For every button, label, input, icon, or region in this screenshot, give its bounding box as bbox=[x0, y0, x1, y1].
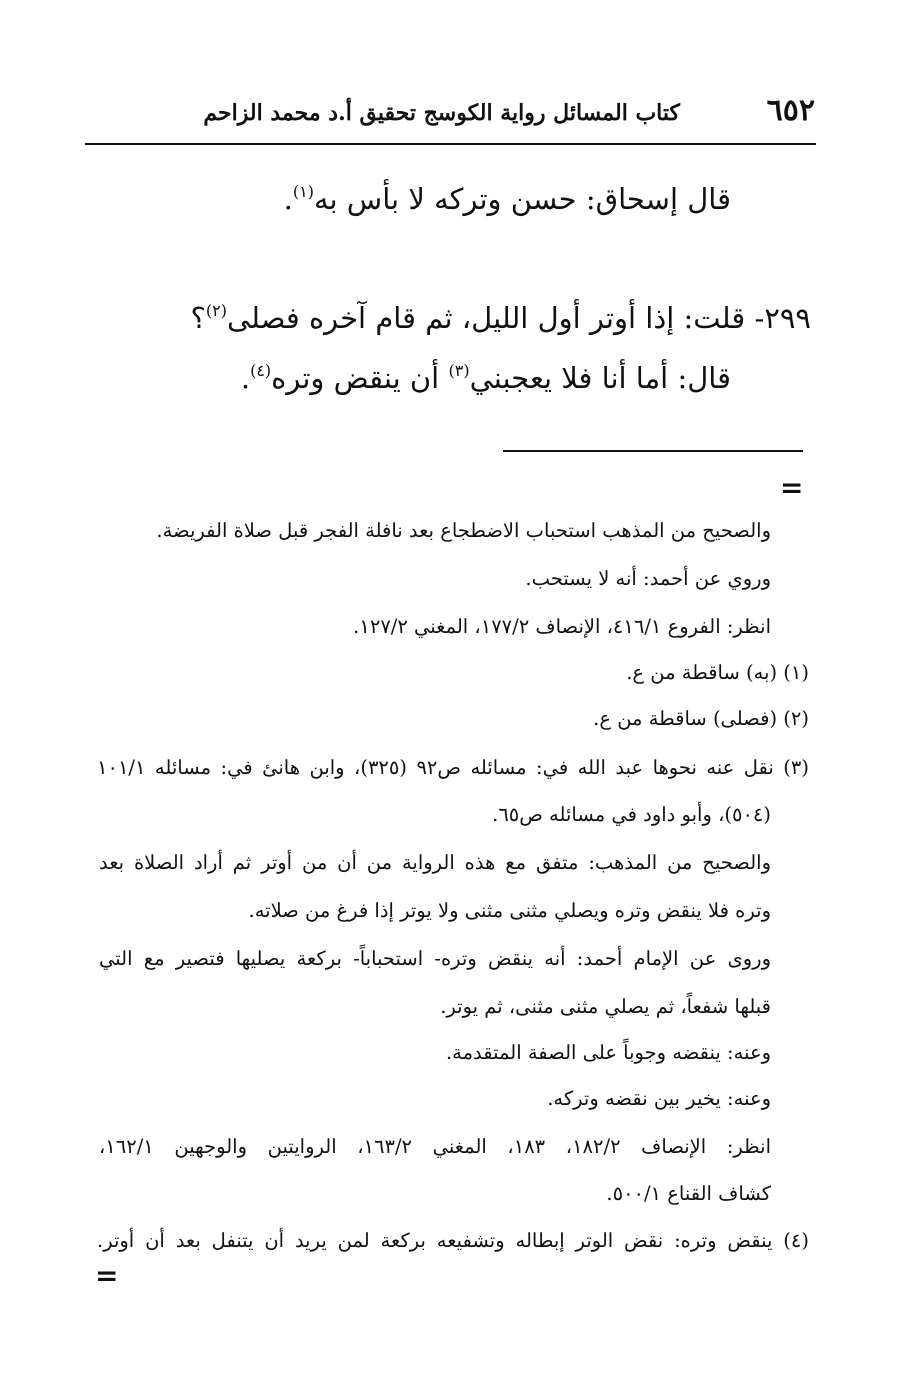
footnote-1: (١) (به) ساقطة من ع. bbox=[626, 661, 809, 684]
main-text-line-2 bbox=[190, 301, 811, 335]
continuation-mark-bottom: = bbox=[95, 1259, 119, 1292]
footnote-ref: (٤) bbox=[250, 361, 272, 380]
footnote-line: وروي عن أحمد: أنه لا يستحب. bbox=[525, 567, 771, 590]
footnote-separator bbox=[503, 450, 803, 452]
main-text: قال إسحاق: حسن وتركه لا بأس به bbox=[313, 182, 731, 216]
footnote-line: قبلها شفعاً، ثم يصلي مثنى مثنى، ثم يوتر. bbox=[440, 995, 771, 1018]
footnote-line: (٥٠٤)، وأبو داود في مسائله ص٦٥. bbox=[492, 803, 771, 826]
main-text: قال: أما أنا فلا يعجبني bbox=[469, 361, 731, 395]
punctuation: . bbox=[240, 361, 251, 395]
footnote-line: كشاف القناع ٥٠٠/١. bbox=[606, 1182, 771, 1205]
page-number: ٦٥٢ bbox=[766, 93, 815, 128]
punctuation: . bbox=[283, 182, 293, 216]
footnote-ref: (١) bbox=[292, 182, 314, 201]
footnote-line: انظر: الإنصاف ١٨٢/٢، ١٨٣، المغني ١٦٣/٢، الروايتين والوجهين ١٦٢/١، bbox=[99, 1135, 771, 1158]
main-text: أن ينقض وتره bbox=[271, 361, 449, 395]
footnote-4: (٤) ينقض وتره: نقض الوتر إبطاله وتشفيعه بركعة لمن يريد أن يتنفل بعد أن أوتر. bbox=[97, 1229, 809, 1252]
footnote-ref: (٣) bbox=[448, 361, 470, 380]
main-text: ٢٩٩- قلت: إذا أوتر أول الليل، ثم قام آخره فصلى bbox=[226, 301, 811, 335]
footnote-3: (٣) نقل عنه نحوها عبد الله في: مسائله ص٩٢ (٣٢٥)، وابن هانئ في: مسائله ١٠١/١ bbox=[97, 756, 810, 779]
continuation-mark-top: = bbox=[780, 471, 804, 504]
footnote-2: (٢) (فصلى) ساقطة من ع. bbox=[593, 707, 809, 730]
header-rule bbox=[85, 143, 816, 145]
footnote-line: وعنه: ينقضه وجوباً على الصفة المتقدمة. bbox=[445, 1041, 771, 1064]
footnote-line: وعنه: يخير بين نقضه وتركه. bbox=[547, 1087, 771, 1110]
footnote-line: وتره فلا ينقض وتره ويصلي مثنى مثنى ولا يوتر إذا فرغ من صلاته. bbox=[248, 899, 771, 922]
footnote-line: وروى عن الإمام أحمد: أنه ينقض وتره- استحباباً- بركعة يصليها فتصير مع التي bbox=[99, 947, 771, 970]
punctuation: ؟ bbox=[190, 301, 206, 335]
running-header-title: كتاب المسائل رواية الكوسج تحقيق أ.د محمد الزاحم bbox=[203, 100, 680, 126]
footnote-line: والصحيح من المذهب: متفق مع هذه الرواية من أن من أوتر ثم أراد الصلاة بعد bbox=[99, 851, 771, 874]
footnote-line: انظر: الفروع ٤١٦/١، الإنصاف ١٧٧/٢، المغني ١٢٧/٢. bbox=[353, 615, 771, 638]
main-text-line-1 bbox=[284, 182, 731, 216]
footnote-line: والصحيح من المذهب استحباب الاضطجاع بعد نافلة الفجر قبل صلاة الفريضة. bbox=[156, 519, 771, 542]
main-text-line-3 bbox=[241, 361, 731, 395]
footnote-ref: (٢) bbox=[205, 301, 227, 320]
